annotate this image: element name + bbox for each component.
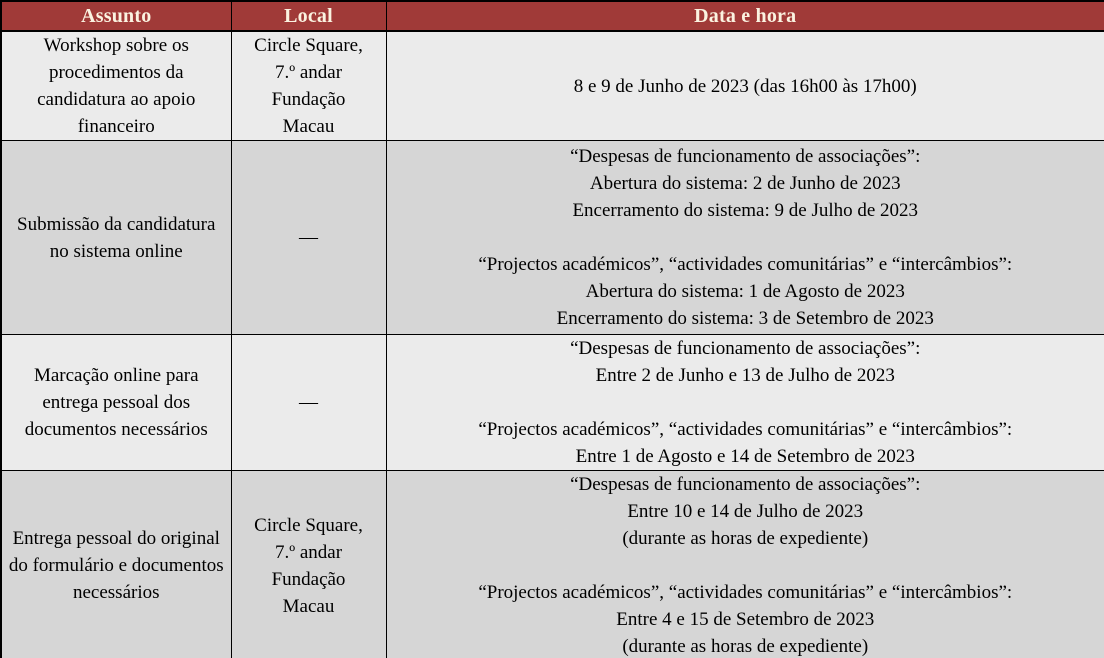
cell-data-hora bbox=[386, 335, 1104, 471]
table-row bbox=[1, 335, 1104, 471]
cell-data-hora bbox=[386, 31, 1104, 141]
text-line: Entre 1 de Agosto e 14 de Setembro de 2023 bbox=[575, 446, 915, 467]
assunto-text: Workshop sobre os procedimentos da candidatura ao apoio financeiro bbox=[37, 35, 196, 137]
cell-assunto bbox=[1, 471, 231, 658]
cell-data-hora bbox=[386, 471, 1104, 658]
text-line: — bbox=[299, 392, 318, 413]
text-line: Entre 10 e 14 de Julho de 2023 bbox=[627, 501, 864, 522]
table-row bbox=[1, 471, 1104, 658]
assunto-text: Submissão da candidatura no sistema online bbox=[17, 213, 216, 262]
cell-assunto bbox=[1, 335, 231, 471]
text-line: “Despesas de funcionamento de associações”: bbox=[570, 474, 921, 495]
column-header-local: Local bbox=[231, 1, 386, 31]
text-line: “Projectos académicos”, “actividades comunitárias” e “intercâmbios”: bbox=[478, 582, 1013, 603]
text-line: Macau bbox=[282, 595, 335, 617]
assunto-text: Marcação online para entrega pessoal dos documentos necessários bbox=[24, 365, 208, 440]
text-line: “Projectos académicos”, “actividades comunitárias” e “intercâmbios”: bbox=[478, 419, 1013, 440]
text-line: (durante as horas de expediente) bbox=[622, 636, 869, 657]
text-line: Macau bbox=[282, 116, 335, 137]
text-line: Encerramento do sistema: 9 de Julho de 2023 bbox=[572, 200, 919, 221]
text-line: Circle Square, bbox=[254, 35, 363, 56]
text-line: “Despesas de funcionamento de associações”: bbox=[570, 146, 921, 167]
text-line: Fundação bbox=[271, 568, 346, 590]
table-row bbox=[1, 31, 1104, 141]
text-line: (durante as horas de expediente) bbox=[622, 528, 869, 549]
cell-assunto bbox=[1, 31, 231, 141]
assunto-text: Entrega pessoal do original do formulário e documentos necessários bbox=[8, 528, 224, 603]
cell-local bbox=[231, 335, 386, 471]
column-header-assunto: Assunto bbox=[1, 1, 231, 31]
text-line: Abertura do sistema: 1 de Agosto de 2023 bbox=[585, 281, 905, 302]
text-line: Circle Square, bbox=[254, 514, 363, 536]
cell-local bbox=[231, 141, 386, 335]
text-line: “Projectos académicos”, “actividades comunitárias” e “intercâmbios”: bbox=[478, 254, 1013, 275]
table-row bbox=[1, 141, 1104, 335]
cell-local bbox=[231, 471, 386, 658]
text-line: Encerramento do sistema: 3 de Setembro de 2023 bbox=[556, 308, 934, 329]
cell-assunto bbox=[1, 141, 231, 335]
header-row bbox=[1, 1, 1104, 31]
text-line: Fundação bbox=[271, 89, 346, 110]
cell-local bbox=[231, 31, 386, 141]
text-line: — bbox=[299, 227, 318, 248]
text-line: Entre 4 e 15 de Setembro de 2023 bbox=[616, 609, 875, 630]
text-line: Entre 2 de Junho e 13 de Julho de 2023 bbox=[595, 365, 895, 386]
text-line: Abertura do sistema: 2 de Junho de 2023 bbox=[589, 173, 901, 194]
text-line: 7.º andar bbox=[274, 62, 343, 83]
text-line: 8 e 9 de Junho de 2023 (das 16h00 às 17h00) bbox=[573, 75, 917, 97]
column-header-data-e-hora: Data e hora bbox=[386, 1, 1104, 31]
text-line bbox=[391, 552, 1101, 579]
text-line bbox=[391, 224, 1101, 251]
text-line bbox=[391, 389, 1101, 416]
text-line: 7.º andar bbox=[274, 541, 343, 563]
text-line: “Despesas de funcionamento de associações”: bbox=[570, 338, 921, 359]
cell-data-hora bbox=[386, 141, 1104, 335]
